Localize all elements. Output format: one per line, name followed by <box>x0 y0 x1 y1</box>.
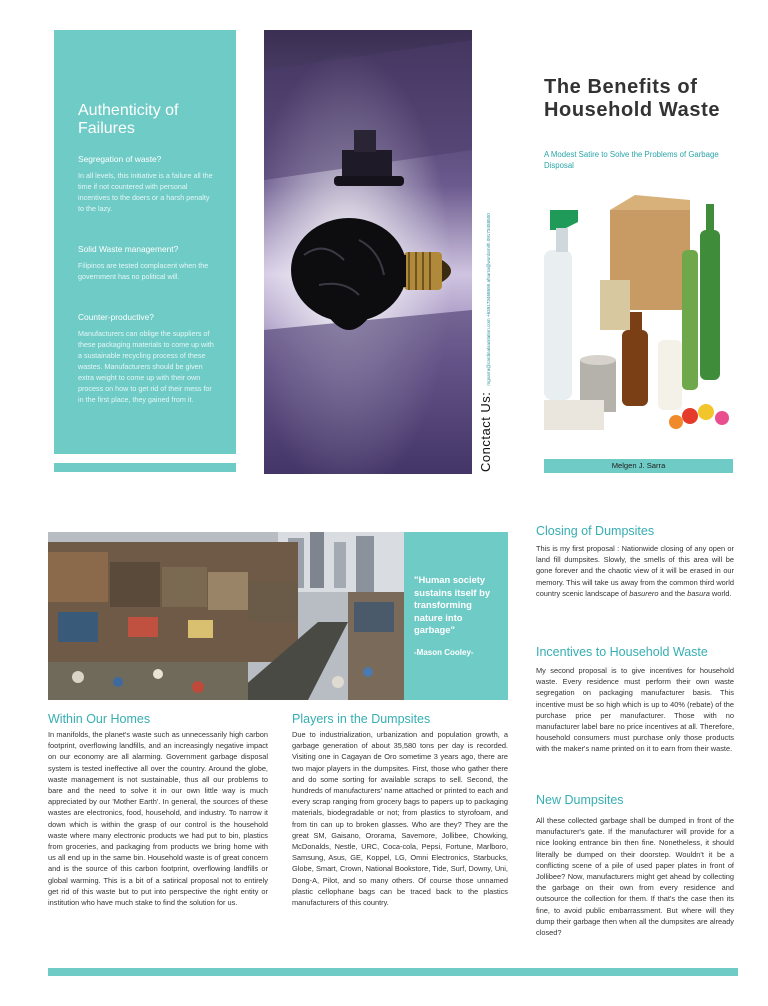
homes-heading: Within Our Homes <box>48 712 151 726</box>
new-dumpsites-text: All these collected garbage shall be dumped in front of the manufacturer's gate. If the manufacturer will provide for a nice looking entrance bin then fine. Nonetheless, it should literally be dumped on their doorstep. Wouldn't it be a conflicting scene of a pile of used paper plates in front of Jollibee? Now, manufacturers might get ahead by collecting the garbage on their own from every residence and outsource the collection for them. If that's the case then its fine, to avoid public embarrassment. But where will they dump their garbage then when all the dumpsites are already closed? <box>536 816 734 938</box>
players-text: Due to industrialization, urbanization and population growth, a garbage generation of about 35,580 tons per day is recorded. Visiting one in Cagayan de Oro sometime 3 years ago, there are two major players in the dumpsites. First, those who gather there and do some sorting for available scraps to sell. Second, the hundreds of manufacturers' name attached or printed to each and every scrap ranging from grocery bags to papers up to packaging materials, biodegradable or not; from plastics to styrofoam, and from tin can up to broken glasses. Who are they? They are the great SM, Gaisano, Ororama, Savemore, Jollibee, Chowking, McDonalds, Nestle, URC, Coca-cola, Pepsi, Fortune, Marlboro, Samsung, Asus, GE, Koppel, LG, Omni Electronics, Starbucks, Globe, Smart, Crown, National Bookstore, Tide, Surf, Downy, Uni, Dong-A, Pilot, and so many others. Of course those unnamed plastic cellophane bags can be traced back to the plastics manufacturers of this country. <box>292 730 508 908</box>
contact-label: Conctact Us: <box>478 391 493 472</box>
contact-details[interactable]: mgsarra@cardinalsanitation.com +639173468695 afsarra@wordsmith 09173458500 <box>486 213 491 386</box>
left-panel <box>54 30 236 454</box>
homes-text: In manifolds, the planet's waste such as unnecessarily high carbon footprint, overflowing landfills, and an increasingly negative impact on our economy are all alarming. Government garbage disposal system is tested ineffective all over the country. Around the globe, waste management is not sustainable, thus all our problems to bare and the need to solve it in our own little way is much appreciated by our 'Mother Earth'. In general, the sources of these wastes are electronics, food, household, and industry. To narrow it down which is within the grasp of our control is the household waste where many electronic products we had put to bin, plastics from groceries, and packaging from products we bring home with us all end up in the same bin. Household waste is of great concern and is the source of this carbon footprint, overflowing landfills or global warming. This is a bit of a satirical proposal not to entirely get rid of this waste but to put into perspective the right entity or institution who have much stake to find the solution for us. <box>48 730 268 908</box>
author-bar: Melgen J. Sarra <box>544 459 733 473</box>
quote-box <box>404 532 508 700</box>
basura-term: basura <box>687 588 710 598</box>
quote-text: "Human society sustains itself by transforming nature into garbage" <box>414 574 491 635</box>
incentives-text: My second proposal is to give incentives for household waste. Every residence must perform their own waste segregation on packaging manufacturer basis. This incentive must be so high which is up to 40% (rebate) of the purchase price per manufacturer. Those with no manufacturer label bare no price incentives at all. Therefore, household consumers must purchase only those products with the maker's name printed on it to earn from their waste. <box>536 666 734 754</box>
segregation-text: In all levels, this initiative is a failure all the time if not countered with personal incentives to the doers or a harsh penalty to the lazy. <box>78 171 213 213</box>
solid-waste-text: Filipinos are tested complacent when the government has no political will. <box>78 261 209 281</box>
counter-productive-text: Manufacturers can oblige the suppliers of these packaging materials to come up with a sustainable recycling process of these wastes. Manufacturers should be given extra weight to come up with their own process on how to get rid of their mess for in the first place, they gained from it. <box>78 329 214 404</box>
quote-author: -Mason Cooley- <box>414 648 474 657</box>
left-panel-title: Authenticity of Failures <box>78 102 179 137</box>
solid-waste-heading: Solid Waste management? <box>78 244 179 254</box>
page-title: The Benefits of Household Waste <box>544 76 721 121</box>
closing-heading: Closing of Dumpsites <box>536 524 655 538</box>
contact-strip <box>478 72 498 472</box>
players-heading: Players in the Dumpsites <box>292 712 431 726</box>
new-dumpsites-heading: New Dumpsites <box>536 793 624 807</box>
segregation-heading: Segregation of waste? <box>78 154 162 164</box>
slum-photo <box>48 532 404 700</box>
left-panel-strip <box>54 463 236 472</box>
products-photo <box>540 190 735 440</box>
counter-productive-heading: Counter-productive? <box>78 312 154 322</box>
incentives-heading: Incentives to Household Waste <box>536 645 708 659</box>
bottom-strip <box>48 968 738 976</box>
cover-photo <box>264 30 472 474</box>
closing-text: This is my first proposal : Nationwide closing of any open or land fill dumpsites. Slowly, the smells of this area will be gone forever and the chaotic view of it will be erased in our memory. This will take us away from the common third world country scenic landscape of basurero and the basura world. <box>536 544 734 598</box>
basurero-term: basurero <box>629 588 659 598</box>
page-subtitle: A Modest Satire to Solve the Problems of Garbage Disposal <box>544 150 719 170</box>
